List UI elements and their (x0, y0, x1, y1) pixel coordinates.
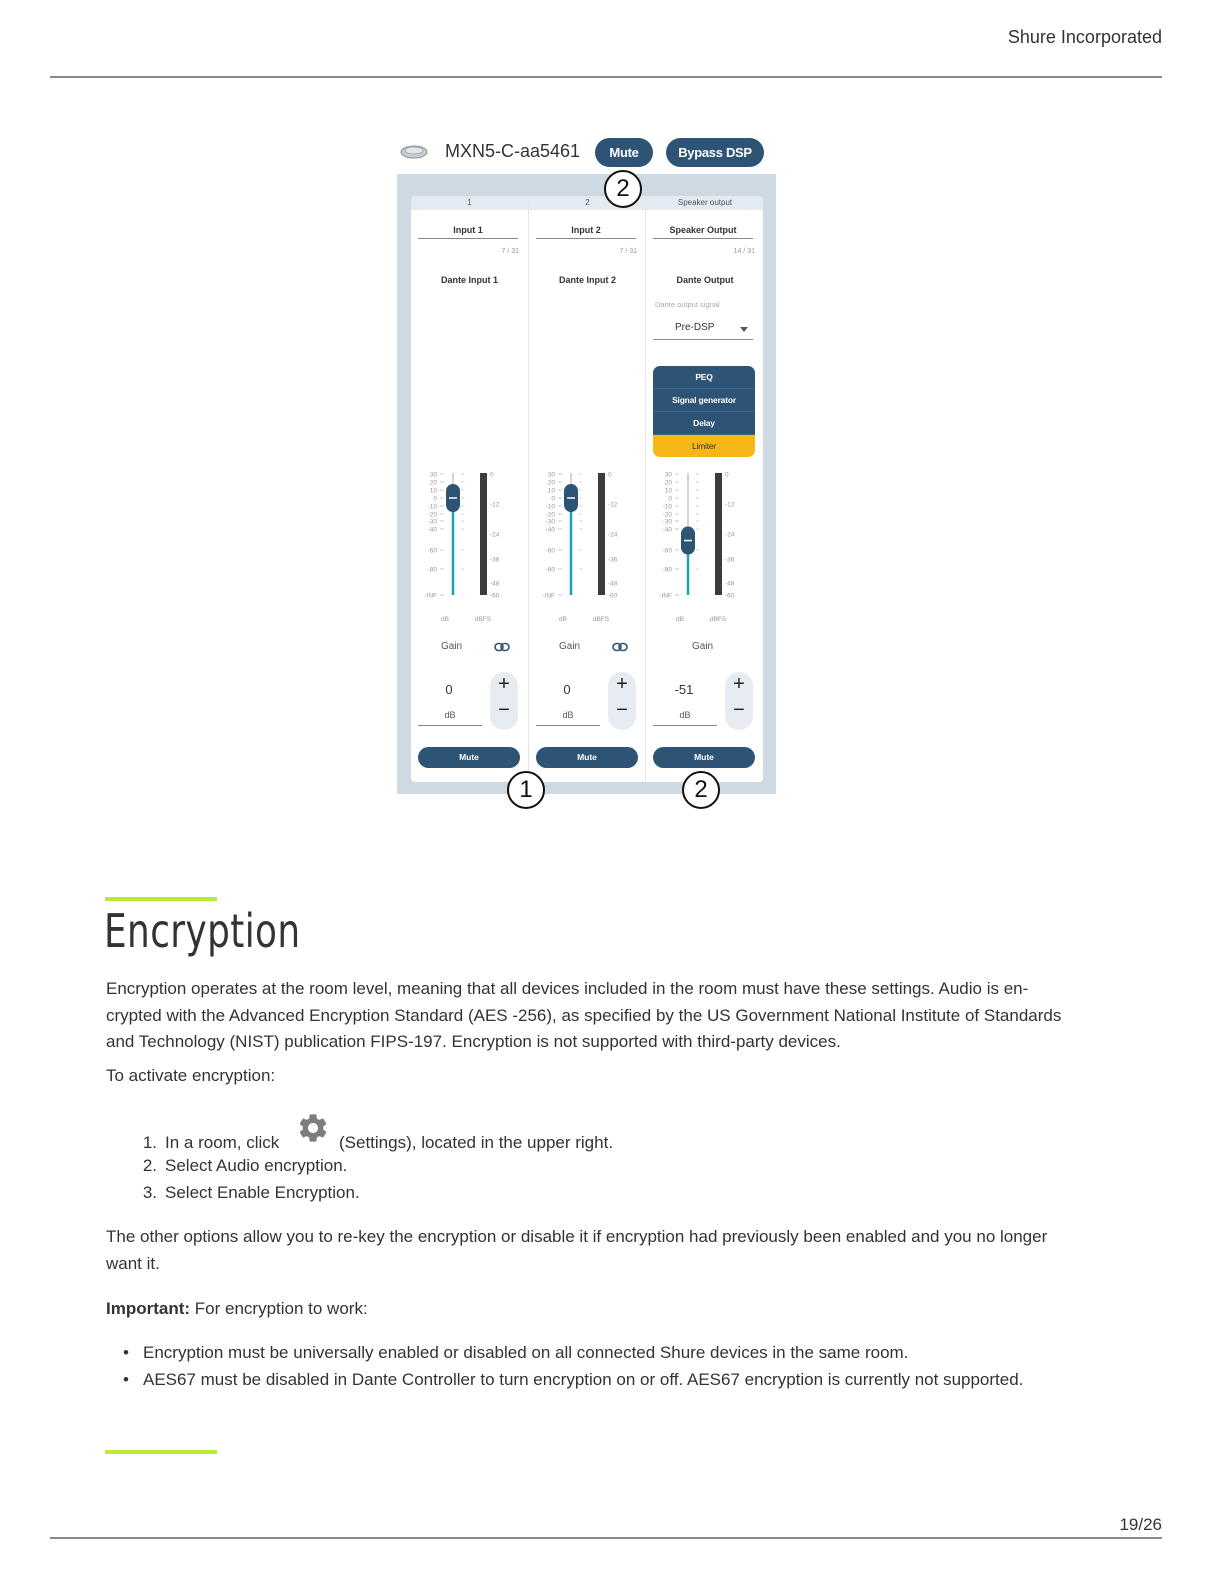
fader-tick-label: -INF (542, 592, 555, 600)
dsp-limiter-button[interactable]: Limiter (653, 435, 755, 457)
fader-tick-label: 30 (429, 471, 437, 479)
fader-tick-label: 10 (547, 487, 555, 495)
fader-unit-label: dB (676, 616, 684, 623)
fader-tick-label: 10 (664, 487, 672, 495)
dante-label: Dante Output (676, 275, 734, 285)
dsp-peq-button[interactable]: PEQ (653, 366, 755, 389)
dsp-signal-generator-button[interactable]: Signal generator (653, 389, 755, 412)
fader-tick-label: -80 (427, 566, 437, 574)
fader-tick-label: -20 (427, 511, 437, 519)
name-counter: 7 / 31 (501, 248, 519, 255)
section-end-accent-bar (105, 1450, 217, 1454)
fader-tick-label: 20 (664, 479, 672, 487)
minus-icon[interactable]: − (498, 699, 510, 721)
bullet-item (106, 1368, 1023, 1392)
other-options-paragraph (106, 1224, 1116, 1277)
bullet-text: AES67 must be disabled in Dante Controller to turn encryption on or off. AES67 encryption is currently not supported. (143, 1370, 1024, 1389)
channel-name[interactable]: Speaker Output (653, 225, 753, 239)
gain-value[interactable]: 0 (563, 682, 571, 697)
channel-header: 2 (529, 196, 646, 210)
bullet-marker: • (123, 1370, 129, 1389)
bullet-marker: • (123, 1343, 129, 1362)
fader-tick-label: -80 (662, 566, 672, 574)
fader-tick-label: 0 (551, 495, 555, 503)
channel-name[interactable]: Input 1 (418, 225, 518, 239)
fader-meter[interactable] (411, 471, 528, 631)
header-company: Shure Incorporated (1007, 27, 1162, 47)
step-2 (106, 1154, 347, 1178)
fader-tick-label: 0 (433, 495, 437, 503)
level-meter-bar (480, 473, 487, 595)
step-text: Select Enable Encryption. (165, 1183, 360, 1202)
meter-tick-label: -24 (725, 531, 735, 539)
gain-value[interactable]: 0 (445, 682, 453, 697)
meter-tick-label: -24 (608, 531, 618, 539)
important-label: Important: (106, 1299, 191, 1318)
fader-tick-label: 30 (664, 471, 672, 479)
other-options-line: The other options allow you to re-key the encryption or disable it if encryption had previously been enabled and you no longer (106, 1227, 1048, 1246)
other-options-line: want it. (106, 1253, 160, 1273)
page-number: 19/26 (1119, 1515, 1162, 1534)
fader-tick-label: 30 (547, 471, 555, 479)
activate-intro: To activate encryption: (106, 1066, 276, 1085)
fader-tick-label: -40 (662, 526, 672, 534)
meter-tick-label: -60 (490, 592, 500, 600)
device-screenshot (397, 128, 776, 803)
section-accent-bar (105, 897, 217, 901)
meter-tick-label: -36 (490, 556, 500, 564)
important-text: For encryption to work: (190, 1299, 368, 1318)
gain-stepper (608, 672, 636, 730)
plus-icon[interactable]: + (616, 673, 628, 695)
device-icon (400, 143, 428, 159)
channel-strip-input-1 (411, 196, 528, 782)
dante-label: Dante Input 1 (440, 275, 498, 285)
meter-tick-label: 0 (490, 471, 494, 479)
channel-name[interactable]: Input 2 (536, 225, 636, 239)
fader-tick-label: -30 (545, 518, 555, 526)
bullet-text: Encryption must be universally enabled or disabled on all connected Shure devices in the same room. (143, 1343, 909, 1362)
meter-unit-label: dBFS (474, 616, 492, 623)
step-3 (106, 1181, 360, 1205)
intro-paragraph (106, 976, 1116, 1056)
dsp-block-list (653, 366, 755, 457)
dante-output-signal-label: Dante output signal (655, 300, 720, 309)
meter-tick-label: -36 (725, 556, 735, 564)
meter-tick-label: -60 (725, 592, 735, 600)
meter-unit-label: dBFS (709, 616, 727, 623)
channel-header: 1 (411, 196, 528, 210)
bullet-item (106, 1341, 908, 1365)
bypass-dsp-button[interactable]: Bypass DSP (666, 138, 764, 167)
fader-tick-label: 20 (547, 479, 555, 487)
fader-tick-label: 20 (429, 479, 437, 487)
name-counter: 7 / 31 (619, 248, 637, 255)
intro-line: crypted with the Advanced Encryption Standard (AES -256), as specified by the US Government National Institute of Standards (106, 1005, 1062, 1025)
meter-tick-label: -12 (490, 501, 500, 509)
meter-tick-label: 0 (725, 471, 729, 479)
step-text: In a room, click (165, 1133, 280, 1152)
step-number: 3. (142, 1183, 157, 1202)
step-number: 2. (142, 1156, 157, 1175)
meter-tick-label: -24 (490, 531, 500, 539)
gain-label: Gain (692, 641, 714, 652)
fader-tick-label: -40 (427, 526, 437, 534)
fader-tick-label: 10 (429, 487, 437, 495)
fader-tick-label: -INF (424, 592, 437, 600)
meter-tick-label: -48 (490, 580, 500, 588)
channel-header: Speaker output (646, 196, 763, 210)
meter-tick-label: -60 (608, 592, 618, 600)
gain-unit: dB (653, 710, 717, 726)
chevron-down-icon (740, 327, 748, 332)
callout-2-bottom: 2 (682, 771, 720, 809)
meter-tick-label: -48 (608, 580, 618, 588)
step-text: Select Audio encryption. (165, 1156, 348, 1175)
dante-output-signal-select[interactable] (653, 319, 753, 340)
gear-icon (296, 1111, 330, 1145)
step-1-continued: (Settings), located in the upper right. (339, 1133, 614, 1152)
level-meter-bar (598, 473, 605, 595)
fader-meter[interactable] (529, 471, 646, 631)
important-note (106, 1296, 1116, 1323)
plus-icon[interactable]: + (733, 673, 745, 695)
device-topbar (397, 128, 776, 174)
section-title: Encryption (104, 904, 301, 958)
fader-tick-label: -INF (659, 592, 672, 600)
minus-icon[interactable]: − (733, 699, 745, 721)
meter-tick-label: -48 (725, 580, 735, 588)
step-1 (106, 1131, 279, 1155)
fader-tick-label: -60 (662, 547, 672, 555)
channel-mute-button[interactable]: Mute (418, 747, 520, 768)
minus-icon[interactable]: − (616, 699, 628, 721)
meter-unit-label: dBFS (592, 616, 610, 623)
dante-output-signal-value: Pre-DSP (675, 322, 715, 333)
fader-tick-label: -30 (427, 518, 437, 526)
meter-tick-label: -36 (608, 556, 618, 564)
name-counter: 14 / 31 (733, 248, 755, 255)
channel-strip-speaker-output (645, 196, 763, 782)
gain-stepper (725, 672, 753, 730)
header-rule (50, 76, 1162, 78)
intro-line: and Technology (NIST) publication FIPS-197. Encryption is not supported with third-party devices. (106, 1032, 841, 1051)
step-number: 1. (142, 1133, 157, 1152)
link-icon[interactable] (612, 642, 628, 652)
channel-mute-button[interactable]: Mute (536, 747, 638, 768)
fader-tick-label: -20 (662, 511, 672, 519)
fader-tick-label: -60 (427, 547, 437, 555)
intro-line: Encryption operates at the room level, meaning that all devices included in the room must have these settings. Audio is en- (106, 979, 1029, 998)
gain-stepper (490, 672, 518, 730)
fader-tick-label: -30 (662, 518, 672, 526)
link-icon[interactable] (494, 642, 510, 652)
fader-unit-label: dB (441, 616, 449, 623)
device-mute-button[interactable]: Mute (595, 138, 653, 167)
callout-2-top: 2 (604, 170, 642, 208)
gain-unit: dB (536, 710, 600, 726)
fader-tick-label: -20 (545, 511, 555, 519)
fader-tick-label: -10 (545, 503, 555, 511)
fader-tick-label: -10 (662, 503, 672, 511)
gain-unit: dB (418, 710, 482, 726)
channel-strip-input-2 (528, 196, 646, 782)
meter-tick-label: -12 (608, 501, 618, 509)
device-name: MXN5-C-aa5461 (445, 141, 581, 161)
level-meter-bar (715, 473, 722, 595)
channel-mute-button[interactable]: Mute (653, 747, 755, 768)
gain-value[interactable]: -51 (674, 682, 694, 697)
fader-meter[interactable] (646, 471, 763, 631)
gain-label: Gain (441, 641, 463, 652)
fader-tick-label: -80 (545, 566, 555, 574)
plus-icon[interactable]: + (498, 673, 510, 695)
meter-tick-label: -12 (725, 501, 735, 509)
callout-1: 1 (507, 771, 545, 809)
dsp-delay-button[interactable]: Delay (653, 412, 755, 435)
channel-panel (411, 196, 763, 782)
dante-label: Dante Input 2 (558, 275, 616, 285)
meter-tick-label: 0 (608, 471, 612, 479)
fader-tick-label: -10 (427, 503, 437, 511)
fader-tick-label: -40 (545, 526, 555, 534)
fader-tick-label: 0 (668, 495, 672, 503)
fader-tick-label: -60 (545, 547, 555, 555)
gain-label: Gain (559, 641, 581, 652)
footer-rule (50, 1537, 1162, 1539)
fader-unit-label: dB (559, 616, 567, 623)
